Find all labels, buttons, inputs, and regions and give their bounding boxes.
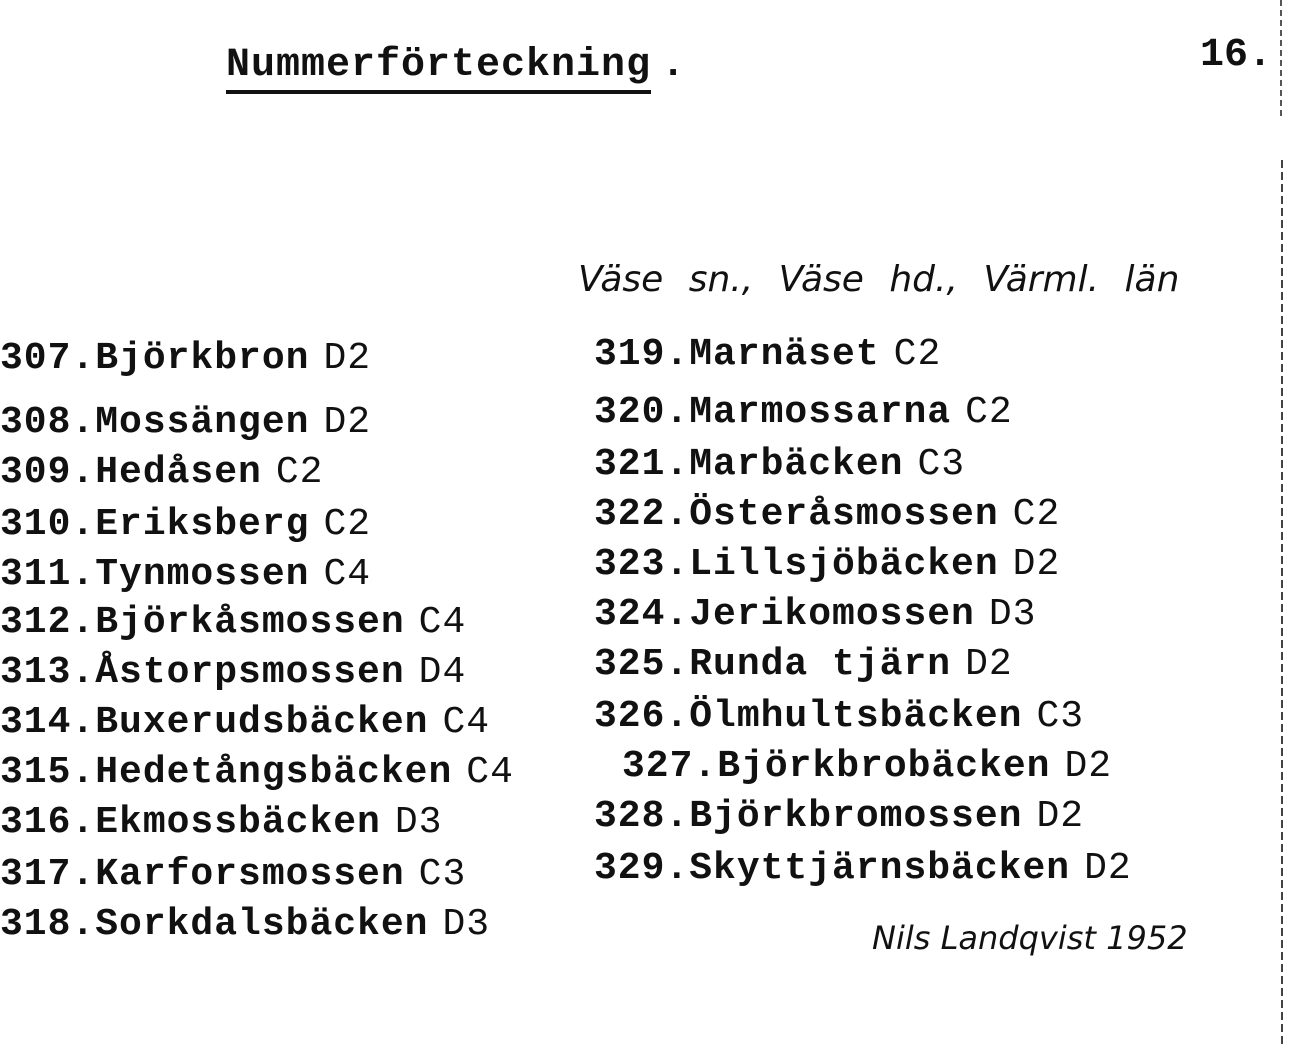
entry-grid: C3 [1036,695,1085,738]
entry-name: 322.Österåsmossen [594,493,999,536]
entry-grid: D2 [1064,745,1113,788]
list-item [0,334,371,384]
entry-name: 309.Hedåsen [0,451,262,494]
entry-grid: D2 [965,643,1013,686]
entry-name: 318.Sorkdalsbäcken [0,903,429,946]
entry-grid: C4 [442,701,491,744]
entry-name: 317.Karforsmossen [0,853,405,896]
entry-name: 328.Björkbromossen [594,795,1023,838]
title-text: Nummerförteckning [226,44,651,94]
page-title [226,38,686,94]
list-item [0,850,466,900]
entry-grid: D3 [394,801,443,844]
entry-grid: C2 [965,391,1013,434]
entry-grid: D3 [988,593,1037,636]
list-item [0,748,514,798]
list-item [0,698,490,748]
list-item [0,648,466,698]
entry-name: 321.Marbäcken [594,443,904,486]
author-signature: Nils Landqvist 1952 [872,919,1188,957]
list-item [594,490,1060,540]
list-item [594,540,1060,590]
entry-grid: C2 [323,503,372,546]
list-item [594,590,1036,640]
entry-grid: C2 [1012,493,1061,536]
list-item [594,640,1013,690]
entry-name: 316.Ekmossbäcken [0,801,381,844]
list-item [0,448,323,498]
entry-grid: C4 [418,601,467,644]
entry-grid: D2 [1012,543,1061,586]
list-item [594,844,1132,894]
list-item [0,550,371,600]
entry-name: 319.Marnäset [594,333,880,376]
entry-grid: C2 [893,333,942,376]
entry-name: 327.Björkbrobäcken [622,745,1051,788]
entry-name: 325.Runda tjärn [594,643,952,686]
parish-heading: Väse sn., Väse hd., Värml. län [578,259,1180,300]
list-item [594,440,965,490]
list-item [622,742,1112,792]
entry-grid: C3 [418,853,467,896]
list-item [0,798,442,848]
list-item [594,692,1084,742]
entry-grid: C2 [275,451,324,494]
entry-name: 314.Buxerudsbäcken [0,701,429,744]
entry-grid: D3 [442,903,491,946]
entry-name: 312.Björkåsmossen [0,601,405,644]
entry-name: 326.Ölmhultsbäcken [594,695,1023,738]
list-item [0,398,371,448]
entry-grid: D4 [418,651,467,694]
entry-name: 320.Marmossarna [594,391,952,434]
entry-name: 323.Lillsjöbäcken [594,543,999,586]
list-item [594,388,1013,438]
entry-grid: C4 [323,553,372,596]
entry-grid: D2 [1036,795,1085,838]
entry-name: 324.Jerikomossen [594,593,975,636]
entry-grid: C4 [466,751,514,794]
entry-name: 310.Eriksberg [0,503,310,546]
entry-name: 311.Tynmossen [0,553,310,596]
list-item [0,900,490,950]
page-edge-line [1281,160,1283,1048]
entry-name: 307.Björkbron [0,337,310,380]
page-number: 16. [1200,33,1273,78]
page-edge-line [1280,0,1282,120]
entry-grid: D2 [1084,847,1132,890]
entry-name: 315.Hedetångsbäcken [0,751,453,794]
list-item [0,598,466,648]
entry-grid: D2 [323,401,372,444]
entry-name: 308.Mossängen [0,401,310,444]
entry-name: 329.Skyttjärnsbäcken [594,847,1071,890]
title-dot: . [661,43,687,88]
entry-grid: C3 [917,443,966,486]
list-item [0,500,371,550]
entry-name: 313.Åstorpsmossen [0,651,405,694]
list-item [594,330,941,380]
entry-grid: D2 [323,337,372,380]
list-item [594,792,1084,842]
